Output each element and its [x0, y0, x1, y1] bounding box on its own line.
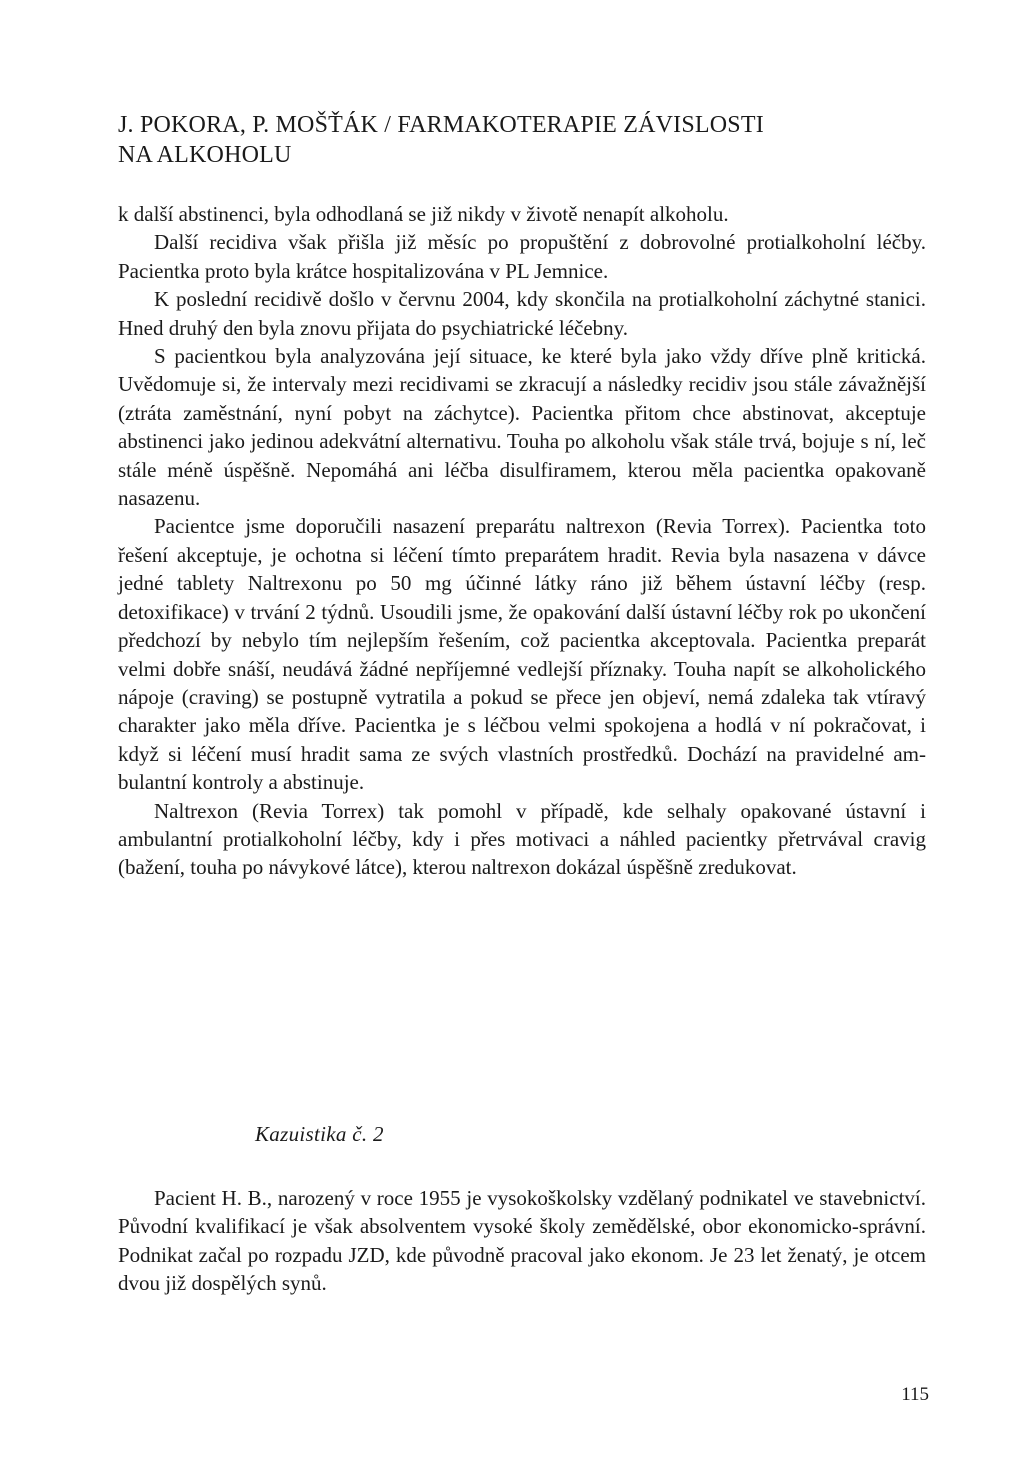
page-number: 115: [901, 1384, 929, 1405]
case-study-text: [118, 1184, 926, 1298]
paragraph: Pacientce jsme doporučili nasazení preparátu naltrexon (Revia Torrex). Pacientka toto řešení akceptuje, je ochotna si léčení tímto preparátem hradit. Revia byla nasazena v dávce jedné tablety Naltrexonu po 50 mg účinné látky ráno již během ústavní léčby (resp. detoxifikace) v trvání 2 týdnů. Usoudili jsme, že opakování další ústavní léčby rok po ukončení předchozí by nebylo tím nejlepším řešením, což pacientka akceptovala. Pacientka preparát velmi dobře snáší, neudává žádné nepříjemné vedlejší příznaky. Touha napít se alkoholického nápoje (craving) se postupně vytratila a pokud se přece jen objeví, nemá zdaleka tak vtíravý charakter jako měla dříve. Pacientka je s léčbou velmi spokojena a hodlá v ní pokračovat, i když si léčení musí hradit sama ze svých vlastních prostředků. Dochází na pravidelné ambulantní kontroly a abstinuje.: [118, 514, 926, 795]
paragraph: Naltrexon (Revia Torrex) tak pomohl v případě, kde selhaly opakované ústavní i ambulantní protialkoholní léčby, kdy i přes motivaci a náhled pacientky přetrvával cravig (bažení, touha po návykové látce), kterou naltrexon dokázal úspěšně zredukovat.: [118, 798, 926, 880]
paragraph-continuation: k další abstinenci, byla odhodlaná se již nikdy v životě nenapít alkoholu.: [118, 202, 729, 226]
header-line-2: NA ALKOHOLU: [118, 142, 292, 168]
body-text: [118, 200, 926, 882]
running-header: [118, 110, 878, 170]
paragraph: Další recidiva však přišla již měsíc po propuštění z dobrovolné protialkoholní léčby. Pacientka proto byla krátce hospitalizována v PL Jemnice.: [118, 230, 926, 283]
section-heading: Kazuistika č. 2: [255, 1122, 384, 1146]
paragraph: Pacient H. B., narozený v roce 1955 je vysokoškolsky vzdělaný podnikatel ve stavebnictví. Původní kvalifikací je však absolventem vysoké školy zemědělské, obor ekonomicko-správní. Podnikat začal po rozpadu JZD, kde původně pracoval jako ekonom. Je 23 let ženatý, je otcem dvou již dospělých synů.: [118, 1186, 926, 1296]
paragraph: S pacientkou byla analyzována její situace, ke které byla jako vždy dříve plně kritická. Uvědomuje si, že intervaly mezi recidivami se zkracují a následky recidiv jsou stále závažnější (ztráta zaměstnání, nyní pobyt na záchytce). Pacientka přitom chce abstinovat, akceptuje abstinenci jako jedinou adekvátní alternativu. Touha po alkoholu však stále trvá, bojuje s ní, leč stále méně úspěšně. Nepomáhá ani léčba disulfiramem, kterou měla pacientka opakovaně nasazenu.: [118, 344, 926, 511]
header-line-1: J. POKORA, P. MOŠŤÁK / FARMAKOTERAPIE ZÁVISLOSTI: [118, 112, 764, 138]
paragraph: K poslední recidivě došlo v červnu 2004, kdy skončila na protialkoholní záchytné stanici. Hned druhý den byla znovu přijata do psychiatrické léčebny.: [118, 287, 926, 340]
